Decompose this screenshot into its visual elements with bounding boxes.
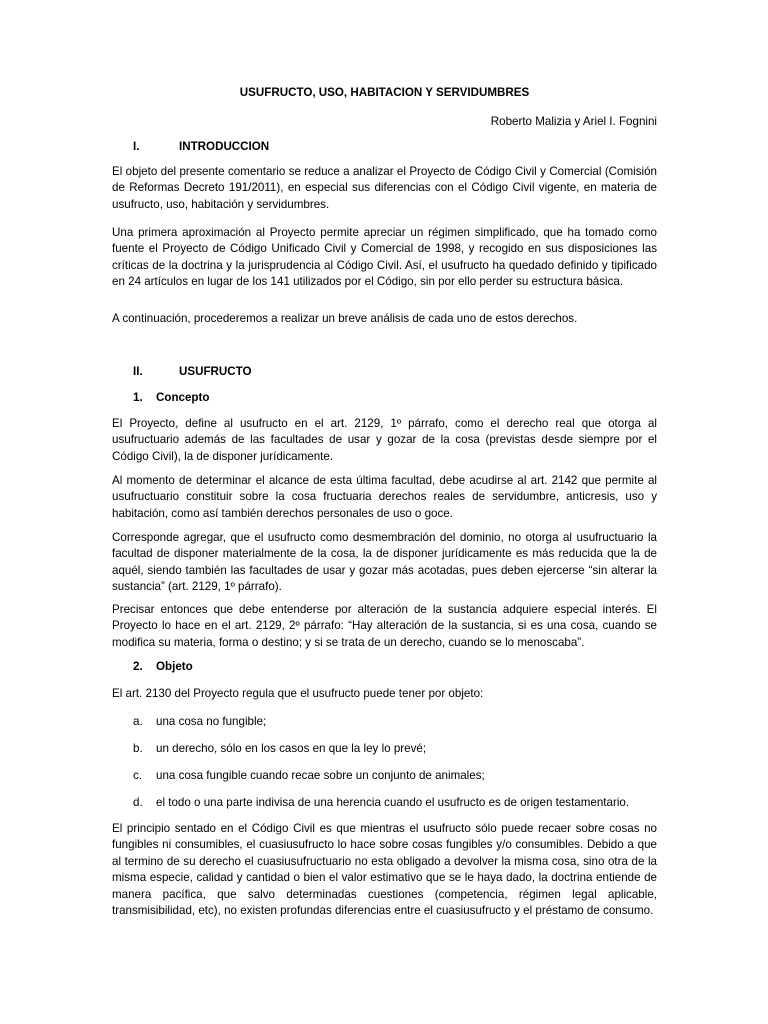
- objeto-intro: El art. 2130 del Proyecto regula que el usufructo puede tener por objeto:: [112, 687, 484, 700]
- concepto-paragraph-1: El Proyecto, define al usufructo en el art. 2129, 1º párrafo, como el derecho real que otorga al usufructuario además de las facultades de usar y gozar de la cosa (previstas desde siempre por el Código Civil), la de disponer jurídicamente.: [112, 417, 657, 463]
- intro-paragraph-3: A continuación, procederemos a realizar un breve análisis de cada uno de estos derechos.: [112, 312, 578, 325]
- intro-paragraph-2: Una primera aproximación al Proyecto permite apreciar un régimen simplificado, que ha tomado como fuente el Proyecto de Código Unificado Civil y Comercial de 1998, y recogido en sus disposiciones las críticas de la doctrina y la jurisprudencia al Código Civil. Así, el usufructo ha quedado definido y tipificado en 24 artículos en lugar de los 141 utilizados por el Código, sin por ello perder su estructura básica.: [112, 226, 657, 289]
- section-2-title: USUFRUCTO: [179, 365, 252, 378]
- document-authors: Roberto Malizia y Ariel I. Fognini: [490, 115, 657, 128]
- list-marker: d.: [133, 796, 143, 809]
- document-title: USUFRUCTO, USO, HABITACION Y SERVIDUMBRES: [239, 86, 530, 99]
- concepto-paragraph-3: Corresponde agregar, que el usufructo como desmembración del dominio, no otorga al usufructuario la facultad de disponer materialmente de la cosa, la de disponer jurídicamente es más reducida que la de aquél, siendo también las facultades de usar y gozar más acotadas, pues deben ejercerse “sin alterar la sustancia” (art. 2129, 1º párrafo).: [112, 531, 657, 594]
- section-1-title: INTRODUCCION: [179, 140, 270, 153]
- intro-paragraph-1: El objeto del presente comentario se reduce a analizar el Proyecto de Código Civil y Comercial (Comisión de Reformas Decreto 191/2011), en especial sus diferencias con el Código Civil vigente, en materia de usufructo, uso, habitación y servidumbres.: [112, 165, 657, 211]
- concepto-paragraph-4: Precisar entonces que debe entenderse por alteración de la sustancia adquiere especial interés. El Proyecto lo hace en el art. 2129, 2º párrafo: “Hay alteración de la sustancia, si es una cosa, cuando se modifica su materia, forma o destino; y si se trata de un derecho, cuando se lo menoscaba”.: [112, 603, 657, 649]
- list-marker: a.: [133, 715, 143, 728]
- section-1-number: I.: [133, 140, 140, 153]
- list-marker: b.: [133, 742, 143, 755]
- list-marker: c.: [133, 769, 143, 782]
- concepto-paragraph-2: Al momento de determinar el alcance de esta última facultad, debe acudirse al art. 2142 que permite al usufructuario constituir sobre la cosa fructuaria derechos reales de servidumbre, anticresis, uso y habitación, como así también derechos personales de uso o goce.: [112, 474, 657, 520]
- subsection-1-number: 1.: [133, 391, 143, 404]
- list-item: un derecho, sólo en los casos en que la ley lo prevé;: [156, 742, 427, 755]
- subsection-2-number: 2.: [133, 660, 143, 673]
- final-paragraph: El principio sentado en el Código Civil es que mientras el usufructo sólo puede recaer sobre cosas no fungibles ni consumibles, el cuasiusufructo lo hace sobre cosas fungibles y/o consumibles. Debido a que al termino de su derecho el cuasiusufructuario no esta obligado a devolver la misma cosa, sino otra de la misma especie, calidad y cantidad o bien el valor estimativo que se le haya dado, la doctrina entiende de manera pacífica, que salvo determinadas cuestiones (competencia, régimen legal aplicable, transmisibilidad, etc), no existen profundas diferencias entre el cuasiusufructo y el préstamo de consumo.: [112, 822, 657, 918]
- list-item: una cosa fungible cuando recae sobre un conjunto de animales;: [156, 769, 485, 782]
- list-item: una cosa no fungible;: [156, 715, 267, 728]
- subsection-1-title: Concepto: [156, 391, 210, 404]
- list-item: el todo o una parte indivisa de una herencia cuando el usufructo es de origen testamentario.: [156, 796, 630, 809]
- section-2-number: II.: [133, 365, 143, 378]
- subsection-2-title: Objeto: [156, 660, 193, 673]
